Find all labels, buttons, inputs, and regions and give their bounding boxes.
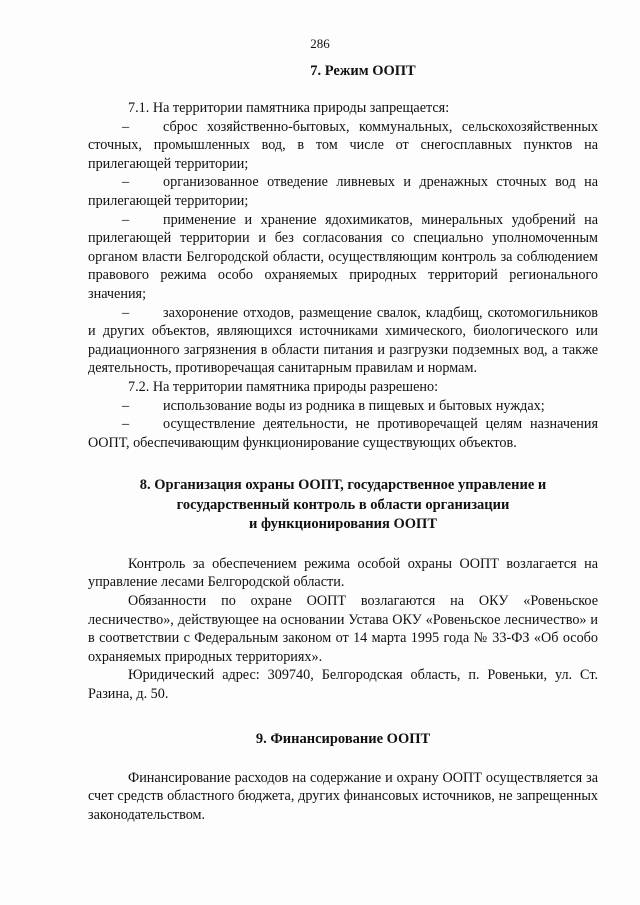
dash-bullet: –: [122, 211, 130, 228]
section-8-title-line: 8. Организация охраны ООПТ, государственное управление и: [139, 477, 547, 494]
allowed-item-text: использование воды из родника в пищевых и бытовых нуждах;: [163, 397, 545, 414]
section-8-paragraph: Юридический адрес: 309740, Белгородская область, п. Ровеньки, ул. Ст. Разина, д. 50.: [88, 667, 598, 702]
section-9-title: 9. Финансирование ООПТ: [255, 730, 431, 747]
allowed-item: [88, 397, 598, 416]
dash-bullet: –: [122, 304, 130, 321]
prohibited-item-text: захоронение отходов, размещение свалок, кладбищ, скотомогильников и других объектов, являющихся источниками химического, биологического или радиационного загрязнения в области питания и разгрузки подземных вод, а также деятельность, противоречащая санитарным правилам и нормам.: [88, 304, 598, 377]
section-8-title-line: и функционирования ООПТ: [249, 516, 437, 533]
section-7-2-intro: 7.2. На территории памятника природы разрешено:: [128, 378, 439, 395]
prohibited-item: [88, 118, 598, 174]
section-8-title: [88, 476, 598, 535]
dash-bullet: –: [122, 397, 130, 414]
section-8-paragraph: Контроль за обеспечением режима особой охраны ООПТ возлагается на управление лесами Белгородской области.: [88, 555, 598, 591]
section-8-paragraph: Обязанности по охране ООПТ возлагаются на ОКУ «Ровеньское лесничество», действующее на основании Устава ОКУ «Ровеньское лесничество» и в соответствии с Федеральным законом от 14 марта 1995 года № 33-ФЗ «Об особо охраняемых природных территориях».: [88, 592, 598, 665]
prohibited-item: [88, 211, 598, 304]
section-8-title-line: государственный контроль в области организации: [176, 496, 510, 513]
page-number: 286: [310, 36, 330, 51]
prohibited-item-text: организованное отведение ливневых и дренажных сточных вод на прилегающей территории;: [88, 174, 598, 209]
dash-bullet: –: [122, 416, 130, 433]
allowed-item: [88, 415, 598, 452]
prohibited-item: [88, 173, 598, 210]
section-7-1-intro: 7.1. На территории памятника природы запрещается:: [128, 100, 450, 116]
dash-bullet: –: [122, 174, 130, 191]
dash-bullet: –: [122, 118, 130, 135]
allowed-item-text: осуществление деятельности, не противоречащей целям назначения ООПТ, обеспечивающим функционирование существующих объектов.: [88, 416, 598, 451]
prohibited-item-text: применение и хранение ядохимикатов, минеральных удобрений на прилегающей территории и без согласования со специально уполномоченным органом власти Белгородской области, осуществляющим контроль за соблюдением правового режима особо охраняемых природных территорий регионального значения;: [88, 211, 598, 302]
prohibited-item: [88, 304, 598, 378]
section-9-paragraph: Финансирование расходов на содержание и охрану ООПТ осуществляется за счет средств областного бюджета, других финансовых источников, не запрещенных законодательством.: [88, 769, 598, 823]
document-body: [88, 62, 598, 824]
prohibited-item-text: сброс хозяйственно-бытовых, коммунальных, сельскохозяйственных сточных, промышленных вод, в том числе от снегосплавных пунктов на прилегающей территории;: [88, 118, 598, 172]
section-7-title: 7. Режим ООПТ: [310, 63, 416, 79]
